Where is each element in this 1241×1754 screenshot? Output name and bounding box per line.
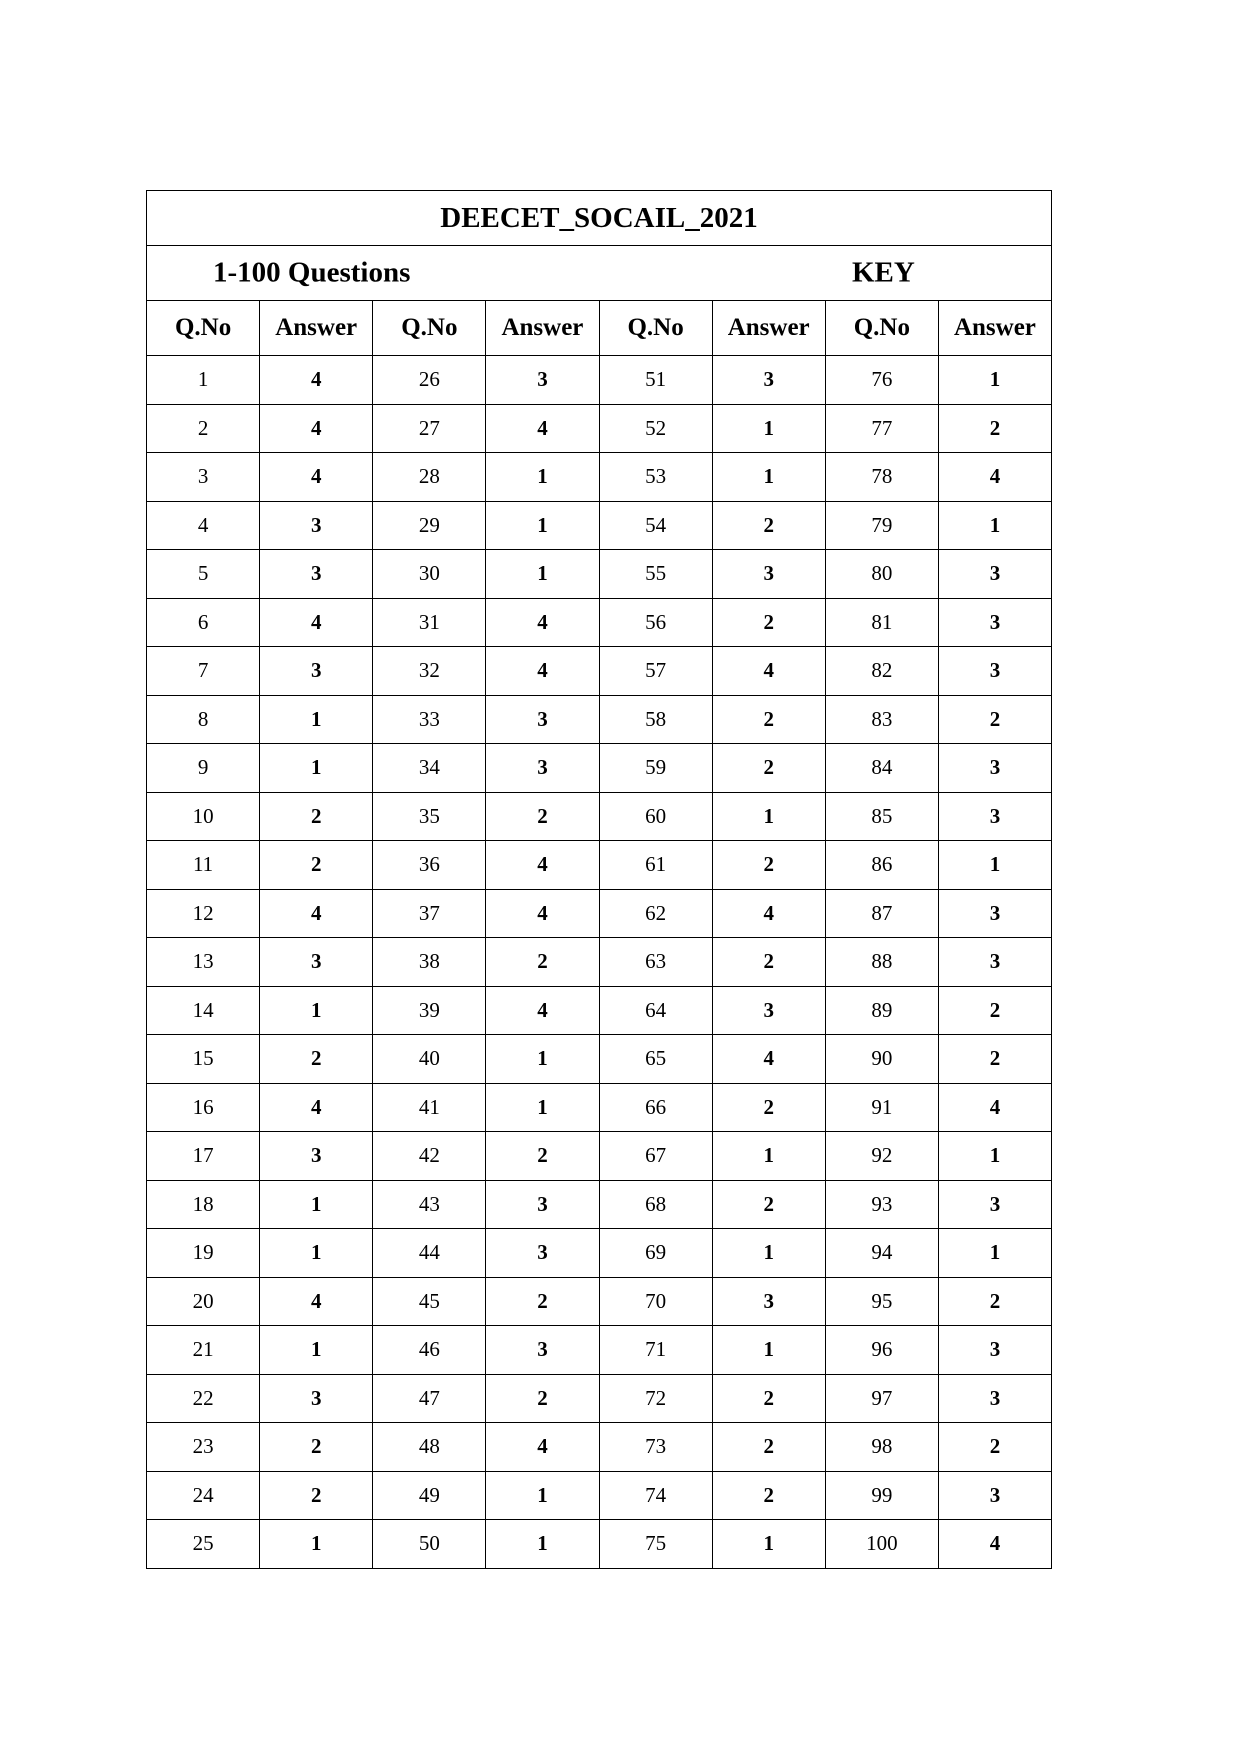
question-number-cell: 46	[373, 1326, 486, 1375]
answer-cell: 4	[938, 1520, 1051, 1569]
answer-cell: 1	[938, 841, 1051, 890]
answer-cell: 2	[938, 404, 1051, 453]
question-number-cell: 87	[825, 889, 938, 938]
question-number-cell: 67	[599, 1132, 712, 1181]
answer-cell: 4	[938, 1083, 1051, 1132]
answer-cell: 1	[938, 501, 1051, 550]
answer-cell: 2	[712, 1471, 825, 1520]
question-number-cell: 32	[373, 647, 486, 696]
question-number-cell: 59	[599, 744, 712, 793]
question-number-cell: 28	[373, 453, 486, 502]
question-number-cell: 8	[147, 695, 260, 744]
table-row	[147, 550, 1052, 599]
answer-cell: 2	[712, 1374, 825, 1423]
question-number-cell: 19	[147, 1229, 260, 1278]
answer-cell: 1	[712, 1326, 825, 1375]
question-number-cell: 3	[147, 453, 260, 502]
answer-cell: 2	[486, 1132, 599, 1181]
question-number-cell: 60	[599, 792, 712, 841]
table-row	[147, 841, 1052, 890]
question-number-cell: 85	[825, 792, 938, 841]
question-number-cell: 47	[373, 1374, 486, 1423]
question-number-cell: 71	[599, 1326, 712, 1375]
answer-cell: 2	[260, 841, 373, 890]
question-number-cell: 21	[147, 1326, 260, 1375]
question-number-cell: 73	[599, 1423, 712, 1472]
question-number-cell: 61	[599, 841, 712, 890]
answer-cell: 1	[260, 1326, 373, 1375]
question-number-cell: 17	[147, 1132, 260, 1181]
answer-cell: 2	[938, 1035, 1051, 1084]
subtitle-row	[147, 246, 1052, 301]
question-number-cell: 13	[147, 938, 260, 987]
answer-cell: 3	[260, 1374, 373, 1423]
question-number-cell: 100	[825, 1520, 938, 1569]
question-number-cell: 56	[599, 598, 712, 647]
table-row	[147, 1229, 1052, 1278]
answer-cell: 3	[486, 695, 599, 744]
table-row	[147, 1180, 1052, 1229]
answer-cell: 1	[260, 744, 373, 793]
question-number-cell: 95	[825, 1277, 938, 1326]
question-number-cell: 66	[599, 1083, 712, 1132]
question-number-cell: 68	[599, 1180, 712, 1229]
answer-cell: 3	[938, 1326, 1051, 1375]
question-number-cell: 42	[373, 1132, 486, 1181]
answer-cell: 2	[712, 1180, 825, 1229]
question-number-cell: 94	[825, 1229, 938, 1278]
answer-cell: 1	[260, 986, 373, 1035]
question-number-cell: 72	[599, 1374, 712, 1423]
answer-cell: 1	[712, 453, 825, 502]
answer-cell: 1	[486, 550, 599, 599]
question-number-cell: 77	[825, 404, 938, 453]
title-row	[147, 191, 1052, 246]
answer-cell: 4	[260, 598, 373, 647]
question-number-cell: 86	[825, 841, 938, 890]
question-number-cell: 6	[147, 598, 260, 647]
question-number-cell: 43	[373, 1180, 486, 1229]
answer-cell: 2	[938, 986, 1051, 1035]
answer-cell: 1	[260, 1520, 373, 1569]
question-number-cell: 91	[825, 1083, 938, 1132]
question-number-cell: 90	[825, 1035, 938, 1084]
question-number-cell: 22	[147, 1374, 260, 1423]
answer-key-body	[147, 356, 1052, 1569]
answer-cell: 4	[260, 1083, 373, 1132]
answer-cell: 2	[712, 598, 825, 647]
answer-cell: 4	[260, 404, 373, 453]
question-number-cell: 36	[373, 841, 486, 890]
question-number-cell: 44	[373, 1229, 486, 1278]
answer-cell: 2	[938, 695, 1051, 744]
question-range-label: 1-100 Questions	[213, 256, 411, 289]
question-number-cell: 83	[825, 695, 938, 744]
question-number-cell: 78	[825, 453, 938, 502]
answer-cell: 4	[260, 1277, 373, 1326]
question-number-cell: 7	[147, 647, 260, 696]
answer-cell: 4	[260, 356, 373, 405]
question-number-cell: 15	[147, 1035, 260, 1084]
question-number-cell: 10	[147, 792, 260, 841]
answer-cell: 3	[938, 598, 1051, 647]
question-number-cell: 9	[147, 744, 260, 793]
question-number-cell: 97	[825, 1374, 938, 1423]
answer-cell: 4	[486, 986, 599, 1035]
question-number-cell: 53	[599, 453, 712, 502]
answer-cell: 2	[938, 1277, 1051, 1326]
answer-cell: 2	[260, 1423, 373, 1472]
question-number-cell: 88	[825, 938, 938, 987]
answer-cell: 3	[938, 647, 1051, 696]
answer-cell: 3	[260, 1132, 373, 1181]
question-number-cell: 12	[147, 889, 260, 938]
question-number-cell: 80	[825, 550, 938, 599]
answer-cell: 2	[712, 938, 825, 987]
answer-key-table	[146, 190, 1052, 1569]
question-number-cell: 98	[825, 1423, 938, 1472]
answer-cell: 2	[486, 938, 599, 987]
answer-cell: 4	[712, 1035, 825, 1084]
answer-cell: 1	[938, 356, 1051, 405]
question-number-cell: 23	[147, 1423, 260, 1472]
answer-cell: 4	[486, 598, 599, 647]
column-header-answer: Answer	[712, 301, 825, 356]
question-number-cell: 69	[599, 1229, 712, 1278]
question-number-cell: 51	[599, 356, 712, 405]
answer-cell: 1	[712, 1229, 825, 1278]
question-number-cell: 11	[147, 841, 260, 890]
table-row	[147, 1132, 1052, 1181]
question-number-cell: 58	[599, 695, 712, 744]
table-row	[147, 695, 1052, 744]
question-number-cell: 57	[599, 647, 712, 696]
answer-cell: 3	[938, 1374, 1051, 1423]
answer-cell: 3	[260, 647, 373, 696]
table-row	[147, 598, 1052, 647]
answer-cell: 1	[938, 1229, 1051, 1278]
question-number-cell: 41	[373, 1083, 486, 1132]
answer-cell: 3	[712, 550, 825, 599]
question-number-cell: 39	[373, 986, 486, 1035]
table-row	[147, 404, 1052, 453]
question-number-cell: 93	[825, 1180, 938, 1229]
question-number-cell: 52	[599, 404, 712, 453]
answer-cell: 2	[260, 1035, 373, 1084]
answer-cell: 1	[260, 1180, 373, 1229]
question-number-cell: 54	[599, 501, 712, 550]
answer-cell: 2	[486, 792, 599, 841]
question-number-cell: 50	[373, 1520, 486, 1569]
answer-cell: 3	[938, 1471, 1051, 1520]
answer-cell: 2	[712, 501, 825, 550]
question-number-cell: 76	[825, 356, 938, 405]
column-header-answer: Answer	[260, 301, 373, 356]
answer-cell: 1	[486, 1083, 599, 1132]
answer-cell: 3	[938, 550, 1051, 599]
answer-cell: 3	[938, 1180, 1051, 1229]
question-number-cell: 37	[373, 889, 486, 938]
question-number-cell: 74	[599, 1471, 712, 1520]
answer-cell: 1	[712, 792, 825, 841]
answer-cell: 1	[486, 1035, 599, 1084]
question-number-cell: 30	[373, 550, 486, 599]
question-number-cell: 2	[147, 404, 260, 453]
question-number-cell: 65	[599, 1035, 712, 1084]
column-header-qno: Q.No	[373, 301, 486, 356]
question-number-cell: 29	[373, 501, 486, 550]
table-row	[147, 938, 1052, 987]
table-row	[147, 1423, 1052, 1472]
table-row	[147, 1374, 1052, 1423]
question-number-cell: 64	[599, 986, 712, 1035]
table-row	[147, 986, 1052, 1035]
question-number-cell: 35	[373, 792, 486, 841]
question-number-cell: 75	[599, 1520, 712, 1569]
answer-cell: 2	[260, 792, 373, 841]
question-number-cell: 89	[825, 986, 938, 1035]
question-number-cell: 31	[373, 598, 486, 647]
question-number-cell: 92	[825, 1132, 938, 1181]
question-number-cell: 62	[599, 889, 712, 938]
column-header-answer: Answer	[938, 301, 1051, 356]
question-number-cell: 1	[147, 356, 260, 405]
answer-cell: 1	[260, 1229, 373, 1278]
answer-cell: 4	[712, 647, 825, 696]
answer-cell: 4	[712, 889, 825, 938]
question-number-cell: 25	[147, 1520, 260, 1569]
column-header-row	[147, 301, 1052, 356]
answer-cell: 2	[486, 1374, 599, 1423]
answer-cell: 3	[260, 550, 373, 599]
question-number-cell: 45	[373, 1277, 486, 1326]
answer-cell: 3	[260, 501, 373, 550]
question-number-cell: 24	[147, 1471, 260, 1520]
question-number-cell: 34	[373, 744, 486, 793]
answer-cell: 3	[712, 356, 825, 405]
table-row	[147, 1326, 1052, 1375]
answer-cell: 2	[260, 1471, 373, 1520]
answer-cell: 2	[938, 1423, 1051, 1472]
question-number-cell: 84	[825, 744, 938, 793]
answer-cell: 1	[712, 1132, 825, 1181]
answer-cell: 1	[712, 1520, 825, 1569]
answer-cell: 4	[260, 453, 373, 502]
table-row	[147, 1035, 1052, 1084]
answer-cell: 4	[486, 841, 599, 890]
question-number-cell: 33	[373, 695, 486, 744]
table-row	[147, 1520, 1052, 1569]
question-number-cell: 4	[147, 501, 260, 550]
question-number-cell: 63	[599, 938, 712, 987]
answer-cell: 2	[712, 1423, 825, 1472]
question-number-cell: 55	[599, 550, 712, 599]
question-number-cell: 70	[599, 1277, 712, 1326]
table-row	[147, 889, 1052, 938]
answer-cell: 3	[486, 1229, 599, 1278]
table-row	[147, 792, 1052, 841]
answer-cell: 1	[260, 695, 373, 744]
document-title: DEECET_SOCAIL_2021	[147, 191, 1052, 246]
answer-cell: 4	[260, 889, 373, 938]
question-number-cell: 20	[147, 1277, 260, 1326]
table-row	[147, 453, 1052, 502]
table-row	[147, 501, 1052, 550]
column-header-qno: Q.No	[147, 301, 260, 356]
answer-cell: 2	[712, 841, 825, 890]
answer-cell: 1	[486, 453, 599, 502]
question-number-cell: 5	[147, 550, 260, 599]
answer-cell: 2	[712, 1083, 825, 1132]
key-label: KEY	[852, 256, 915, 289]
question-number-cell: 38	[373, 938, 486, 987]
table-row	[147, 647, 1052, 696]
answer-cell: 1	[712, 404, 825, 453]
answer-cell: 3	[260, 938, 373, 987]
answer-cell: 3	[712, 1277, 825, 1326]
answer-cell: 3	[938, 938, 1051, 987]
answer-cell: 1	[938, 1132, 1051, 1181]
answer-cell: 3	[486, 356, 599, 405]
answer-cell: 3	[938, 889, 1051, 938]
answer-cell: 2	[712, 744, 825, 793]
answer-cell: 3	[486, 744, 599, 793]
question-number-cell: 18	[147, 1180, 260, 1229]
answer-cell: 4	[938, 453, 1051, 502]
column-header-qno: Q.No	[599, 301, 712, 356]
answer-cell: 3	[938, 792, 1051, 841]
subtitle-cell	[147, 246, 1052, 301]
answer-cell: 1	[486, 1520, 599, 1569]
question-number-cell: 99	[825, 1471, 938, 1520]
answer-cell: 4	[486, 1423, 599, 1472]
table-row	[147, 1471, 1052, 1520]
table-row	[147, 744, 1052, 793]
question-number-cell: 82	[825, 647, 938, 696]
question-number-cell: 26	[373, 356, 486, 405]
answer-cell: 1	[486, 501, 599, 550]
question-number-cell: 79	[825, 501, 938, 550]
answer-cell: 3	[486, 1326, 599, 1375]
table-row	[147, 1083, 1052, 1132]
table-row	[147, 356, 1052, 405]
answer-cell: 4	[486, 889, 599, 938]
question-number-cell: 40	[373, 1035, 486, 1084]
column-header-answer: Answer	[486, 301, 599, 356]
answer-cell: 3	[938, 744, 1051, 793]
answer-cell: 2	[712, 695, 825, 744]
question-number-cell: 16	[147, 1083, 260, 1132]
question-number-cell: 81	[825, 598, 938, 647]
answer-cell: 2	[486, 1277, 599, 1326]
question-number-cell: 49	[373, 1471, 486, 1520]
question-number-cell: 27	[373, 404, 486, 453]
answer-cell: 3	[712, 986, 825, 1035]
answer-cell: 3	[486, 1180, 599, 1229]
question-number-cell: 48	[373, 1423, 486, 1472]
question-number-cell: 14	[147, 986, 260, 1035]
answer-cell: 4	[486, 647, 599, 696]
column-header-qno: Q.No	[825, 301, 938, 356]
answer-cell: 4	[486, 404, 599, 453]
question-number-cell: 96	[825, 1326, 938, 1375]
table-row	[147, 1277, 1052, 1326]
answer-cell: 1	[486, 1471, 599, 1520]
